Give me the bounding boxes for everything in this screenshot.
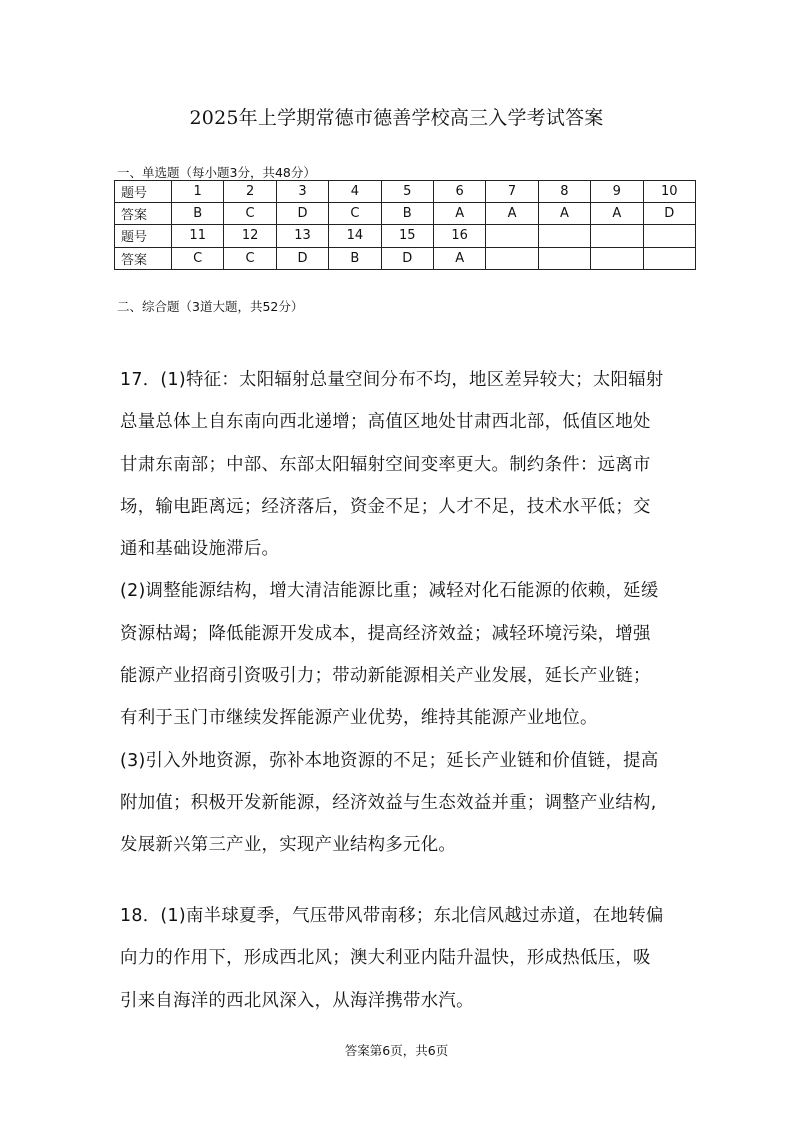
table-cell: 10 (643, 181, 695, 203)
table-cell (643, 247, 695, 269)
row-label: 答案 (115, 203, 172, 225)
table-cell: 11 (172, 225, 224, 247)
table-cell: C (224, 203, 276, 225)
row-label: 题号 (115, 181, 172, 203)
table-cell: A (486, 203, 538, 225)
table-cell: 2 (224, 181, 276, 203)
table-cell: B (381, 203, 433, 225)
table-cell (591, 225, 643, 247)
table-cell (643, 225, 695, 247)
table-row (115, 203, 696, 225)
answer-line: 总量总体上自东南向西北递增；高值区地处甘肃西北部，低值区地处 (120, 412, 651, 433)
table-cell: 6 (433, 181, 485, 203)
table-cell: 9 (591, 181, 643, 203)
table-cell: 16 (433, 225, 485, 247)
section-1-heading: 一、单选题（每小题3分，共48分） (117, 165, 316, 180)
table-cell: C (172, 247, 224, 269)
table-cell (538, 225, 590, 247)
table-row (115, 181, 696, 203)
row-label: 题号 (115, 225, 172, 247)
table-cell: 7 (486, 181, 538, 203)
table-cell: 5 (381, 181, 433, 203)
table-cell: 12 (224, 225, 276, 247)
answer-line: 发展新兴第三产业，实现产业结构多元化。 (120, 835, 457, 856)
section-2-heading: 二、综合题（3道大题，共52分） (117, 299, 304, 314)
table-cell: 8 (538, 181, 590, 203)
answer-line: 18．(1)南半球夏季，气压带风带南移；东北信风越过赤道，在地转偏 (120, 906, 664, 926)
answer-table (114, 180, 696, 270)
answer-line: (3)引入外地资源，弥补本地资源的不足；延长产业链和价值链，提高 (120, 750, 659, 771)
table-cell: D (276, 203, 328, 225)
table-cell (538, 247, 590, 269)
table-row (115, 247, 696, 269)
table-cell: 15 (381, 225, 433, 247)
table-cell (591, 247, 643, 269)
table-cell: B (172, 203, 224, 225)
answer-line: 有利于玉门市继续发挥能源产业优势，维持其能源产业地位。 (120, 708, 598, 729)
answer-line: 附加值；积极开发新能源，经济效益与生态效益并重；调整产业结构, (120, 792, 657, 813)
page-title: 2025年上学期常德市德善学校高三入学考试答案 (189, 107, 604, 129)
table-cell: C (329, 203, 381, 225)
table-row (115, 225, 696, 247)
table-cell: 4 (329, 181, 381, 203)
table-cell: D (381, 247, 433, 269)
answer-line: 通和基础设施滞后。 (120, 539, 280, 560)
table-cell: 13 (276, 225, 328, 247)
table-cell: 1 (172, 181, 224, 203)
answer-line: 17．(1)特征：太阳辐射总量空间分布不均，地区差异较大；太阳辐射 (120, 370, 664, 390)
answer-line: 能源产业招商引资吸引力；带动新能源相关产业发展，延长产业链； (120, 666, 651, 687)
question-17-answer (120, 359, 680, 867)
page-footer: 答案第6页，共6页 (344, 1043, 449, 1058)
answer-line: 向力的作用下，形成西北风；澳大利亚内陆升温快，形成热低压，吸 (120, 948, 651, 969)
table-cell (486, 225, 538, 247)
table-cell: 14 (329, 225, 381, 247)
table-cell: 3 (276, 181, 328, 203)
table-cell: A (433, 203, 485, 225)
table-cell: D (276, 247, 328, 269)
answer-line: 资源枯竭；降低能源开发成本，提高经济效益；减轻环境污染，增强 (120, 623, 651, 644)
table-cell: D (643, 203, 695, 225)
answer-line: 场，输电距离远；经济落后，资金不足；人才不足，技术水平低；交 (120, 496, 651, 517)
answer-line: (2)调整能源结构，增大清洁能源比重；减轻对化石能源的依赖，延缓 (120, 581, 659, 602)
table-cell (486, 247, 538, 269)
table-cell: A (433, 247, 485, 269)
row-label: 答案 (115, 247, 172, 269)
table-cell: A (591, 203, 643, 225)
table-cell: C (224, 247, 276, 269)
table-cell: B (329, 247, 381, 269)
answer-line: 引来自海洋的西北风深入，从海洋携带水汽。 (120, 990, 474, 1011)
answer-line: 甘肃东南部；中部、东部太阳辐射空间变率更大。制约条件：远离市 (120, 454, 651, 475)
table-cell: A (538, 203, 590, 225)
question-18-answer (120, 895, 680, 1022)
